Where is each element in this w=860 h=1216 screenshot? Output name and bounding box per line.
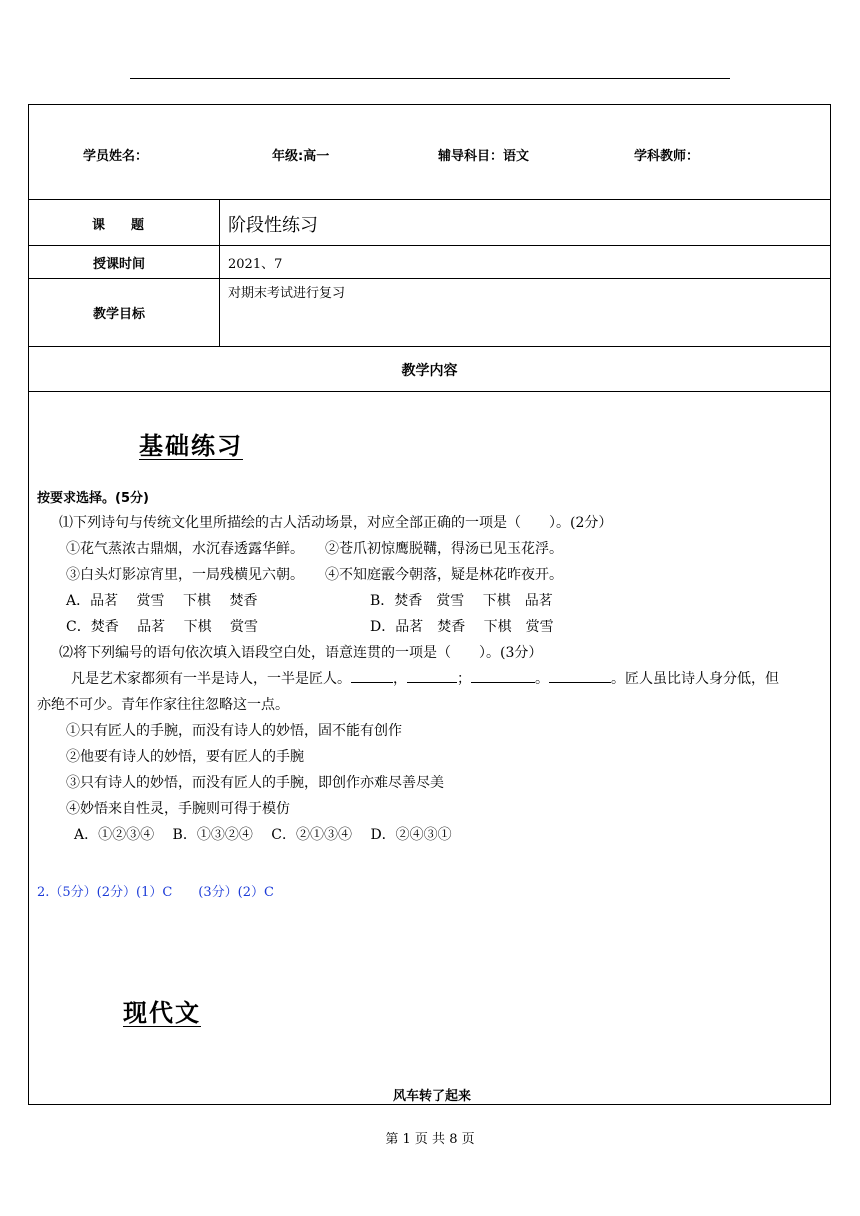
q2-stem: ⑵将下列编号的语句依次填入语段空白处，语意连贯的一项是（ ）。(3分）: [59, 645, 543, 661]
q1-poem-line: ①花气蒸浓古鼎烟，水沉春透露华鲜。 ②苍爪初惊鹰脱鞲，得汤已见玉花浮。: [66, 541, 563, 557]
lesson-table: [28, 104, 831, 1105]
q2-item: ②他要有诗人的妙悟，要有匠人的手腕: [66, 749, 304, 765]
table-rule: [29, 199, 830, 200]
goal-label: 教学目标: [93, 307, 146, 322]
section-title-basics: 基础练习: [139, 431, 243, 460]
table-rule: [29, 391, 830, 392]
student-name-label: 学员姓名：: [83, 149, 149, 164]
fill-blank: [351, 668, 393, 683]
table-rule: [29, 245, 830, 246]
content-heading: 教学内容: [401, 363, 458, 379]
q1-option-a: A．品茗 赏雪 下棋 焚香: [66, 593, 258, 609]
teacher-label: 学科教师：: [634, 149, 700, 164]
q2-item: ③只有诗人的妙悟，而没有匠人的手腕，即创作亦难尽善尽美: [66, 775, 444, 791]
answer-text: 2.（5分）(2分）(1）C (3分）(2）C: [37, 885, 274, 900]
q1-poem-line: ③白头灯影凉宵里，一局残横见六朝。 ④不知庭霰今朝落，疑是林花昨夜开。: [66, 567, 563, 583]
q2-options: A．①②③④ B．①③②④ C．②①③④ D．②④③①: [74, 827, 452, 843]
q1-option-b: B．焚香 赏雪 下棋 品茗: [370, 593, 553, 609]
q2-item: ①只有匠人的手腕，而没有诗人的妙悟，固不能有创作: [66, 723, 402, 739]
section-title-modern: 现代文: [123, 998, 201, 1027]
q1-option-d: D．品茗 焚香 下棋 赏雪: [370, 619, 554, 635]
q2-passage-start: 凡是艺术家都须有一半是诗人，一半是匠人。: [71, 671, 351, 687]
header-rule: [130, 78, 730, 79]
time-label: 授课时间: [93, 257, 146, 272]
topic-label: 课 题: [92, 218, 145, 233]
fill-blank: [471, 668, 535, 683]
q2-item: ④妙悟来自性灵，手腕则可得于模仿: [66, 801, 290, 817]
table-rule: [29, 278, 830, 279]
fill-blank: [549, 668, 611, 683]
grade-label: 年级:高一: [272, 149, 330, 164]
time-value: 2021、7: [228, 257, 283, 272]
table-column-divider: [219, 199, 220, 346]
q1-option-c: C．焚香 品茗 下棋 赏雪: [66, 619, 259, 635]
subject-label: 辅导科目：语文: [438, 149, 530, 164]
fill-blank: [407, 668, 457, 683]
article-title: 风车转了起来: [392, 1089, 471, 1104]
q2-passage-line: 亦绝不可少。青年作家往往忽略这一点。: [37, 697, 289, 713]
table-rule: [29, 346, 830, 347]
q2-passage-end: 。匠人虽比诗人身分低，但: [611, 671, 779, 687]
topic-value: 阶段性练习: [228, 215, 318, 236]
page-number: 第 1 页 共 8 页: [385, 1132, 475, 1147]
q2-passage: 凡是艺术家都须有一半是诗人，一半是匠人。 ， ； 。 。匠人虽比诗人身分低，但: [71, 668, 779, 688]
instruction-text: 按要求选择。(5分): [37, 491, 149, 506]
goal-value: 对期末考试进行复习: [228, 286, 346, 301]
q1-stem: ⑴下列诗句与传统文化里所描绘的古人活动场景，对应全部正确的一项是（ ）。(2分）: [59, 515, 613, 531]
